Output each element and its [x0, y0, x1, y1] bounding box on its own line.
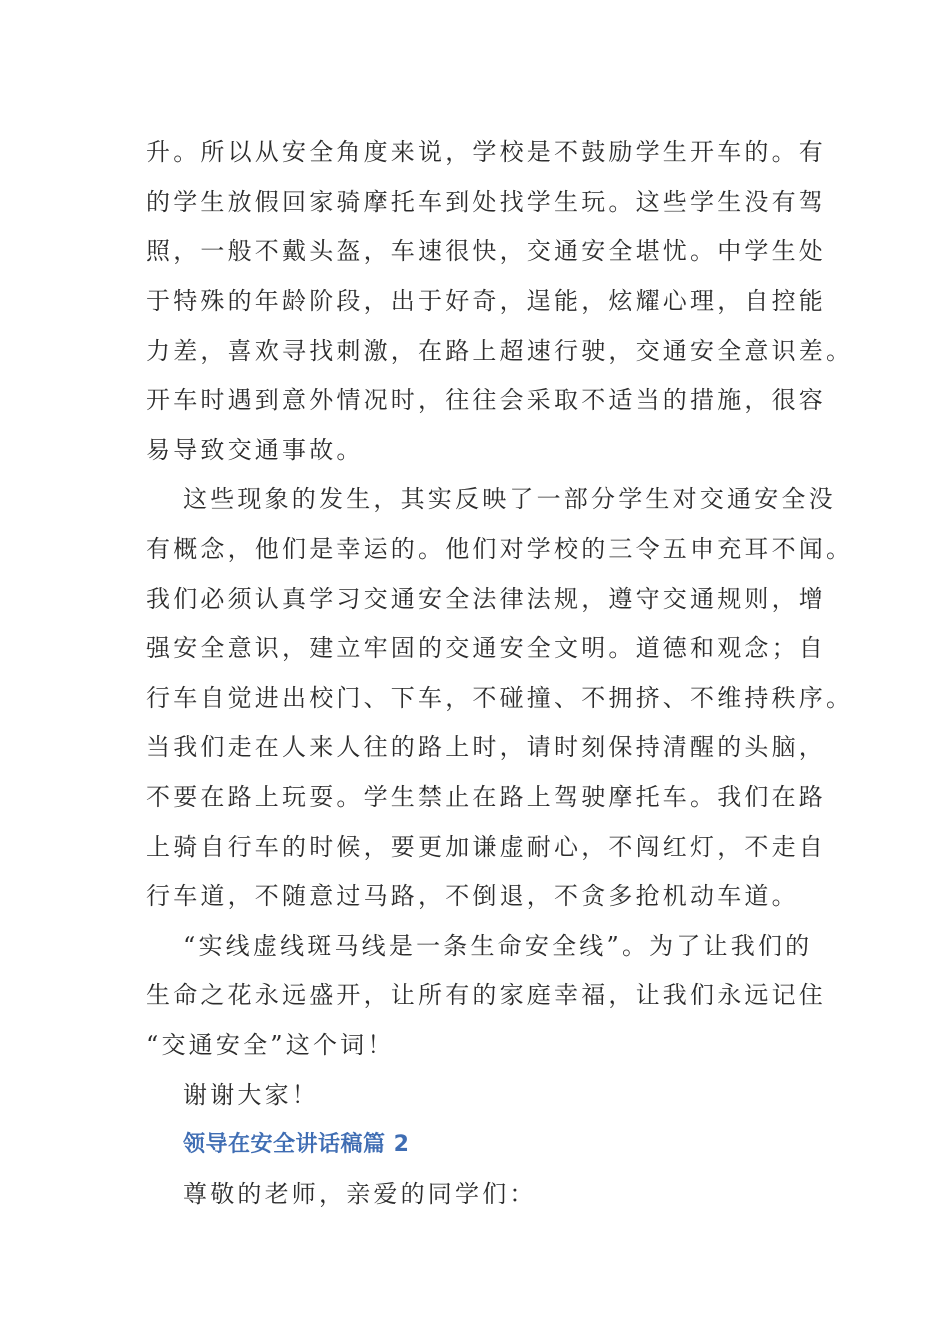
- paragraph-line: 这些现象的发生，其实反映了一部分学生对交通安全没: [183, 485, 836, 513]
- paragraph-line: 不要在路上玩耍。学生禁止在路上驾驶摩托车。我们在路: [146, 783, 826, 811]
- paragraph-line: 强安全意识，建立牢固的交通安全文明。道德和观念；自: [146, 634, 826, 662]
- paragraph-line: 易导致交通事故。: [146, 436, 364, 464]
- paragraph-line: 于特殊的年龄阶段，出于好奇，逞能，炫耀心理，自控能: [146, 287, 826, 315]
- paragraph-line: 力差，喜欢寻找刺激，在路上超速行驶，交通安全意识差。: [146, 337, 854, 365]
- closing-line: 谢谢大家！: [183, 1081, 319, 1109]
- paragraph-line: 有概念，他们是幸运的。他们对学校的三令五申充耳不闻。: [146, 535, 854, 563]
- paragraph-line: 当我们走在人来人往的路上时，请时刻保持清醒的头脑，: [146, 733, 826, 761]
- paragraph-line: “实线虚线斑马线是一条生命安全线”。为了让我们的: [183, 932, 813, 960]
- paragraph-line: 开车时遇到意外情况时，往往会采取不适当的措施，很容: [146, 386, 826, 414]
- paragraph-line: 行车自觉进出校门、下车，不碰撞、不拥挤、不维持秩序。: [146, 684, 854, 712]
- greeting-line: 尊敬的老师，亲爱的同学们：: [183, 1180, 537, 1208]
- paragraph-line: 行车道，不随意过马路，不倒退，不贪多抢机动车道。: [146, 882, 799, 910]
- paragraph-line: 的学生放假回家骑摩托车到处找学生玩。这些学生没有驾: [146, 188, 826, 216]
- paragraph-line: 生命之花永远盛开，让所有的家庭幸福，让我们永远记住: [146, 981, 826, 1009]
- paragraph-line: 我们必须认真学习交通安全法律法规，遵守交通规则，增: [146, 585, 826, 613]
- paragraph-line: “交通安全”这个词！: [146, 1031, 395, 1059]
- section-heading: 领导在安全讲话稿篇 2: [183, 1132, 410, 1157]
- paragraph-line: 照，一般不戴头盔，车速很快，交通安全堪忧。中学生处: [146, 237, 826, 265]
- paragraph-line: 升。所以从安全角度来说，学校是不鼓励学生开车的。有: [146, 138, 826, 166]
- paragraph-line: 上骑自行车的时候，要更加谦虚耐心，不闯红灯，不走自: [146, 833, 826, 861]
